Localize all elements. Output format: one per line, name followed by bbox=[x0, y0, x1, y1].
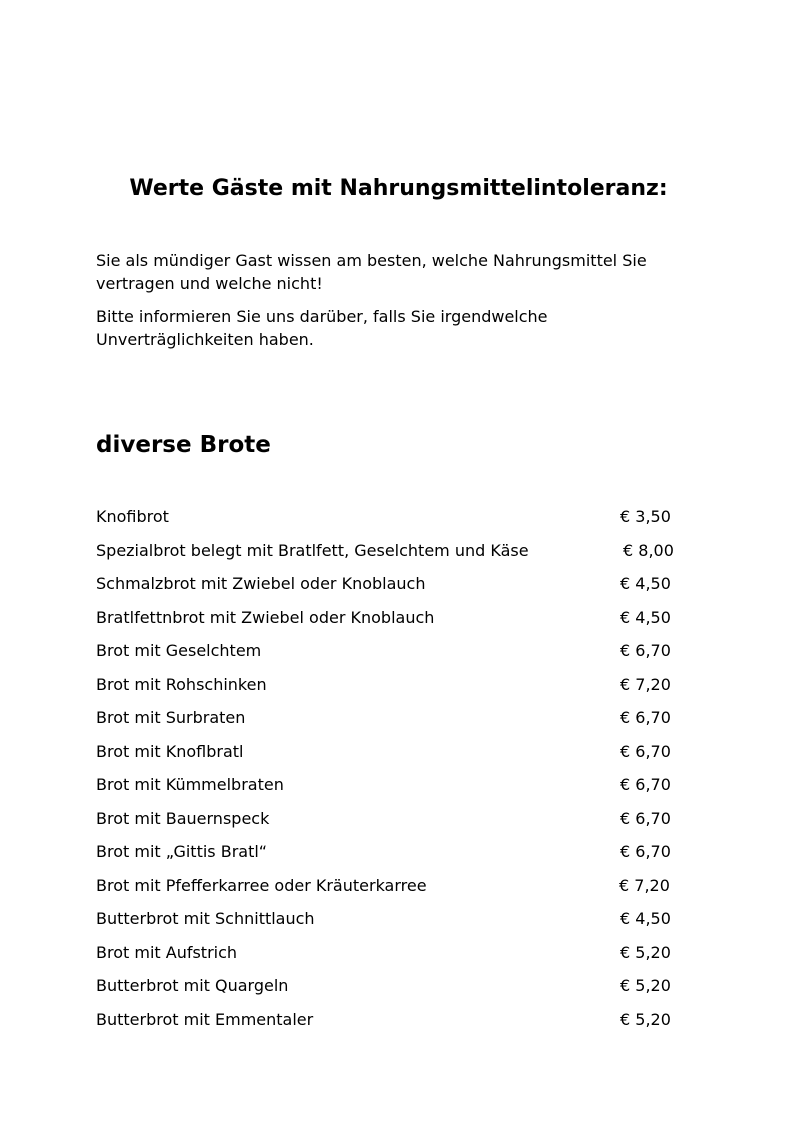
item-price: € 4,50 bbox=[620, 909, 671, 928]
item-name: Brot mit Knoflbratl bbox=[96, 741, 244, 761]
page-title: Werte Gäste mit Nahrungsmittelintoleranz: bbox=[129, 176, 668, 201]
item-name: Brot mit Pfefferkarree oder Kräuterkarree bbox=[96, 875, 427, 895]
menu-item bbox=[96, 673, 696, 707]
section-heading: diverse Brote bbox=[96, 432, 271, 458]
menu-item bbox=[96, 874, 696, 908]
item-price: € 6,70 bbox=[620, 808, 671, 828]
item-price: € 7,20 bbox=[619, 875, 670, 895]
item-name: Schmalzbrot mit Zwiebel oder Knoblauch bbox=[96, 574, 426, 593]
menu-item bbox=[96, 773, 696, 807]
menu-item bbox=[96, 740, 696, 774]
item-price: € 6,70 bbox=[620, 741, 671, 761]
item-price: € 6,70 bbox=[620, 775, 671, 794]
item-name: Brot mit Aufstrich bbox=[96, 942, 238, 962]
menu-item bbox=[96, 505, 696, 539]
menu-item bbox=[96, 572, 696, 606]
menu-item bbox=[96, 840, 696, 874]
menu-item bbox=[96, 539, 696, 573]
item-name: Butterbrot mit Emmentaler bbox=[96, 1009, 314, 1029]
menu-item bbox=[96, 907, 696, 941]
item-name: Brot mit Bauernspeck bbox=[96, 808, 270, 828]
item-name: Brot mit Geselchtem bbox=[96, 641, 262, 660]
menu-item bbox=[96, 1008, 696, 1042]
intro-text bbox=[96, 249, 696, 361]
item-price: € 3,50 bbox=[620, 507, 671, 526]
item-price: € 4,50 bbox=[620, 574, 671, 593]
menu-item bbox=[96, 606, 696, 640]
item-price: € 6,70 bbox=[620, 708, 671, 727]
item-name: Brot mit Kümmelbraten bbox=[96, 775, 284, 794]
menu-item bbox=[96, 974, 696, 1008]
item-price: € 7,20 bbox=[620, 674, 671, 694]
menu-list bbox=[96, 505, 696, 1041]
menu-item bbox=[96, 807, 696, 841]
item-price: € 8,00 bbox=[623, 540, 674, 560]
menu-item bbox=[96, 706, 696, 740]
item-name: Butterbrot mit Quargeln bbox=[96, 976, 289, 995]
menu-item bbox=[96, 941, 696, 975]
item-name: Brot mit Surbraten bbox=[96, 708, 246, 727]
item-name: Knofibrot bbox=[96, 507, 169, 526]
item-name: Brot mit Rohschinken bbox=[96, 674, 267, 694]
item-name: Spezialbrot belegt mit Bratlfett, Geselchtem und Käse bbox=[96, 540, 529, 560]
intro-paragraph: Bitte informieren Sie uns darüber, falls Sie irgendwelche Unverträglichkeiten haben. bbox=[96, 307, 548, 349]
item-price: € 6,70 bbox=[620, 842, 671, 861]
item-price: € 5,20 bbox=[620, 976, 671, 995]
item-price: € 5,20 bbox=[620, 1009, 671, 1029]
item-name: Butterbrot mit Schnittlauch bbox=[96, 909, 315, 928]
menu-item bbox=[96, 639, 696, 673]
intro-paragraph: Sie als mündiger Gast wissen am besten, welche Nahrungsmittel Sie vertragen und welche nicht! bbox=[96, 251, 647, 293]
item-name: Bratlfettnbrot mit Zwiebel oder Knoblauch bbox=[96, 607, 435, 627]
item-price: € 6,70 bbox=[620, 641, 671, 660]
item-name: Brot mit „Gittis Bratl“ bbox=[96, 842, 268, 861]
item-price: € 4,50 bbox=[620, 607, 671, 627]
item-price: € 5,20 bbox=[620, 942, 671, 962]
